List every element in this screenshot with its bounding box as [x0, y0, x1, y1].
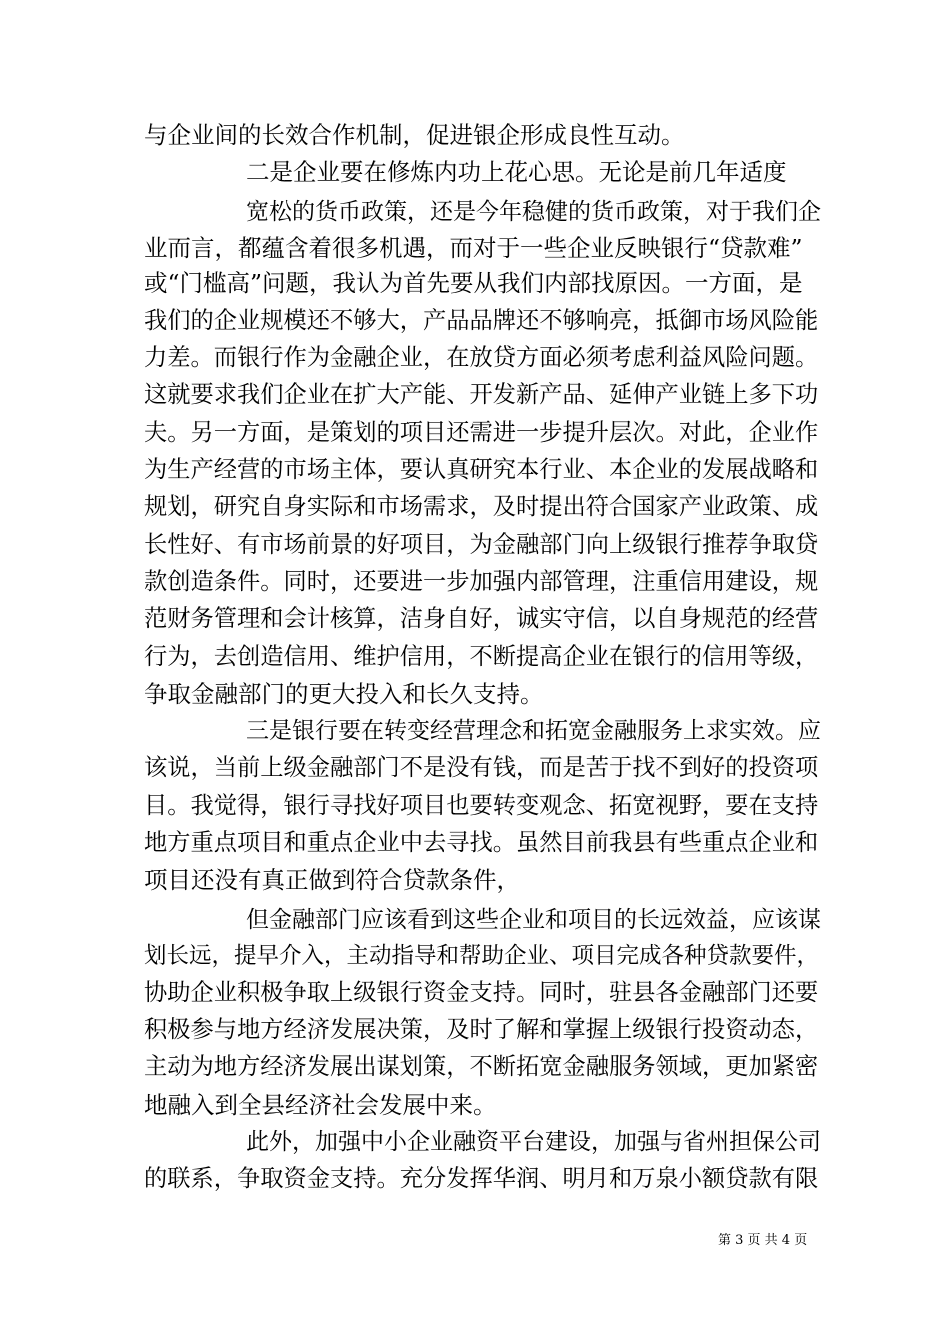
- text-line-9: 夫。另一方面，是策划的项目还需进一步提升层次。对此，企业作: [144, 419, 819, 446]
- text-line-16: 争取金融部门的更大投入和长久支持。: [144, 680, 544, 708]
- text-line-7: 力差。而银行作为金融企业，在放贷方面必须考虑利益风险问题。: [144, 344, 819, 371]
- text-line-17: 三是银行要在转变经营理念和拓宽金融服务上求实效。应: [246, 718, 821, 744]
- text-line-5: 或“门槛高”问题，我认为首先要从我们内部找原因。一方面，是: [144, 269, 803, 297]
- text-line-3: 宽松的货币政策，还是今年稳健的货币政策，对于我们企: [246, 199, 821, 225]
- page-number: 第 3 页 共 4 页: [718, 1233, 808, 1248]
- text-line-14: 范财务管理和会计核算，洁身自好，诚实守信，以自身规范的经营: [144, 605, 819, 632]
- text-line-22: 但金融部门应该看到这些企业和项目的长远效益，应该谋: [246, 907, 821, 933]
- text-line-2: 二是企业要在修炼内功上花心思。无论是前几年适度: [246, 158, 787, 186]
- text-line-19: 目。我觉得，银行寻找好项目也要转变观念、拓宽视野，要在支持: [144, 792, 819, 819]
- text-line-18: 该说，当前上级金融部门不是没有钱，而是苦于找不到好的投资项: [144, 754, 819, 781]
- text-line-25: 积极参与地方经济发展决策，及时了解和掌握上级银行投资动态，: [144, 1016, 819, 1043]
- text-line-11: 规划，研究自身实际和市场需求，及时提出符合国家产业政策、成: [144, 493, 819, 520]
- text-line-20: 地方重点项目和重点企业中去寻找。虽然目前我县有些重点企业和: [144, 829, 819, 856]
- text-line-26: 主动为地方经济发展出谋划策，不断拓宽金融服务领域，更加紧密: [144, 1053, 819, 1080]
- text-line-27: 地融入到全县经济社会发展中来。: [144, 1091, 497, 1119]
- text-line-24: 协助企业积极争取上级银行资金支持。同时，驻县各金融部门还要: [144, 979, 819, 1006]
- text-line-1: 与企业间的长效合作机制，促进银企形成良性互动。: [144, 121, 685, 149]
- text-line-21: 项目还没有真正做到符合贷款条件，: [144, 866, 520, 894]
- text-line-23: 划长远，提早介入，主动指导和帮助企业、项目完成各种贷款要件，: [144, 943, 820, 969]
- text-line-10: 为生产经营的市场主体，要认真研究本行业、本企业的发展战略和: [144, 456, 819, 483]
- text-line-12: 长性好、有市场前景的好项目，为金融部门向上级银行推荐争取贷: [144, 531, 819, 558]
- text-line-15: 行为，去创造信用、维护信用，不断提高企业在银行的信用等级，: [144, 643, 819, 670]
- text-line-29: 的联系，争取资金支持。充分发挥华润、明月和万泉小额贷款有限: [144, 1165, 819, 1192]
- text-line-6: 我们的企业规模还不够大，产品品牌还不够响亮，抵御市场风险能: [144, 307, 819, 334]
- text-line-4: 业而言，都蕴含着很多机遇，而对于一些企业反映银行“贷款难”: [144, 234, 803, 262]
- text-line-8: 这就要求我们企业在扩大产能、开发新产品、延伸产业链上多下功: [144, 381, 819, 408]
- text-line-28: 此外，加强中小企业融资平台建设，加强与省州担保公司: [246, 1129, 821, 1155]
- text-line-13: 款创造条件。同时，还要进一步加强内部管理，注重信用建设，规: [144, 568, 819, 595]
